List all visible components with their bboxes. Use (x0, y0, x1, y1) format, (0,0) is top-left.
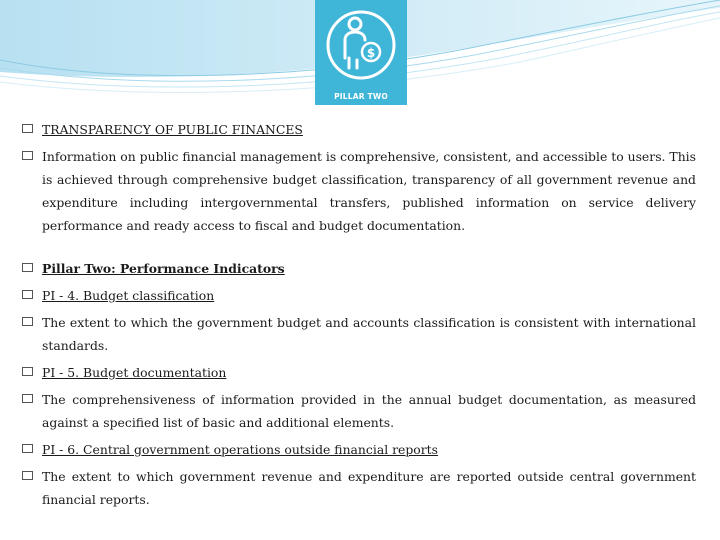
bullet-box-icon (22, 124, 33, 133)
content-list (22, 118, 696, 515)
bullet-box-icon (22, 471, 33, 480)
svg-text:$: $ (366, 46, 376, 60)
bullet-box-icon (22, 444, 33, 453)
indicator-description: The comprehensiveness of information provided in the annual budget documentation, as measured against a specified list of basic and additional elements. (42, 392, 696, 430)
bullet-box-icon (22, 151, 33, 160)
bullet-box-icon (22, 367, 33, 376)
indicator-description: The extent to which the government budget and accounts classification is consistent with international standards. (42, 315, 696, 353)
list-item (22, 361, 696, 384)
pillar-two-badge (315, 0, 407, 105)
person-with-dollar-icon (315, 0, 407, 92)
indicator-title: PI - 6. Central government operations outside financial reports (42, 442, 439, 457)
bullet-box-icon (22, 394, 33, 403)
indicator-title: PI - 5. Budget documentation (42, 365, 227, 380)
indicator-description: The extent to which government revenue and expenditure are reported outside central government financial reports. (42, 469, 696, 507)
indicator-title: PI - 4. Budget classification (42, 288, 215, 303)
list-item (22, 438, 696, 461)
bullet-box-icon (22, 317, 33, 326)
list-item (22, 257, 696, 280)
list-item (22, 388, 696, 434)
section-heading: TRANSPARENCY OF PUBLIC FINANCES (42, 122, 303, 137)
list-item (22, 284, 696, 307)
bullet-box-icon (22, 290, 33, 299)
indicators-heading: Pillar Two: Performance Indicators (42, 261, 285, 276)
list-item (22, 145, 696, 237)
list-item (22, 465, 696, 511)
bullet-box-icon (22, 263, 33, 272)
list-item (22, 311, 696, 357)
badge-label: PILLAR TWO (334, 92, 388, 101)
section-description: Information on public financial management is comprehensive, consistent, and accessible to users. This is achieved through comprehensive budget classification, transparency of all government revenue and expenditure including intergovernmental transfers, published information on service delivery performance and ready access to fiscal and budget documentation. (42, 149, 696, 233)
list-item (22, 118, 696, 141)
